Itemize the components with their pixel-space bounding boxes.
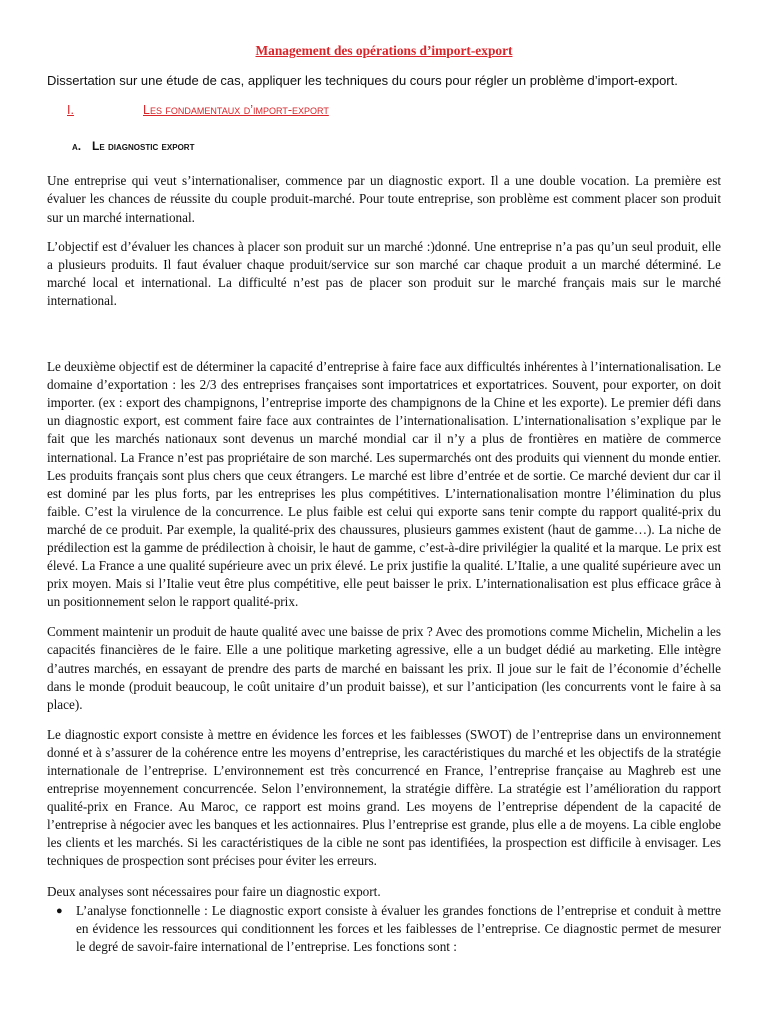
paragraph-3: Le deuxième objectif est de déterminer la capacité d’entreprise à faire face aux difficultés inhérentes à l’internationalisation. Le domaine d’exportation : les 2/3 des entreprises françaises sont importatrices et exportatrices. Souvent, pour exporter, on doit importer. (ex : export des champignons, l’entreprise importe des champignons de la Chine et les exporte). Le premier défi dans un diagnostic export, est comment faire face aux contraintes de l’internationalisation. L’internationalisation s’explique par le fait que les marchés nationaux sont devenus un marché mondial car il n’y a plus de frontières en matière de commerce international. La France n’est pas propriétaire de son marché. Les supermarchés ont des produits qui viennent du monde entier. Les produits français sont plus chers que ceux étrangers. Le marché est libre d’entrée et de sortie. Ce marché devient dur car il est dominé par les plus forts, par les entreprises les plus compétitives. L’internationalisation montre l’élimination du plus faible. C’est la virulence de la concurrence. Le plus faible est celui qui exporte sans tenir compte du rapport qualité-prix du marché de ce produit. Par exemple, la qualité-prix des chaussures, plusieurs gammes existent (haut de gamme…). La niche de prédilection est la gamme de prédilection à choisir, le haut de gamme, c’est-à-dire privilégier la qualité et la marque. Le prix est élevé. La France a une qualité supérieure avec un prix élevé. Le prix justifie la qualité. L’Italie, a une qualité supérieure avec un prix moyen. Mais si l’Italie veut être plus compétitive, elle peut baisser le prix. L’internationalisation est plus efficace grâce à un positionnement selon le rapport qualité-prix. — [47, 359, 721, 610]
document-title: Management des opérations d’import-export — [255, 43, 513, 58]
paragraph-1: Une entreprise qui veut s’internationaliser, commence par un diagnostic export. Il a une double vocation. La première est évaluer les chances de réussite du couple produit-marché. Pour toute entreprise, son problème est comment placer son produit sur un marché international. — [47, 173, 721, 225]
section-number: I. — [67, 103, 74, 118]
section-title: Les fondamentaux d’import-export — [143, 103, 329, 118]
bullet-icon: ● — [56, 904, 63, 917]
paragraph-2: L’objectif est d’évaluer les chances à placer son produit sur un marché :)donné. Une entreprise n’a pas qu’un seul produit, elle a plusieurs produits. Il faut évaluer chaque produit/service sur son marché car chaque produit a un marché déterminé. Le marché local et international. La difficulté n’est pas de placer son produit sur le marché français mais sur le marché international. — [47, 238, 721, 308]
paragraph-6: Deux analyses sont nécessaires pour faire un diagnostic export. — [47, 883, 381, 899]
section-heading-1 — [47, 101, 721, 119]
paragraph-4: Comment maintenir un produit de haute qualité avec une baisse de prix ? Avec des promotions comme Michelin, Michelin a les capacités financières de le faire. Elle a une politique marketing agressive, elle a un budget dédié au marketing. Elle intègre d’autres marchés, en essayant de prendre des parts de marché en baissant les prix. Il joue sur le fait de l’économie d’échelle dans le monde (produit beaucoup, le coût unitaire d’un produit baisse), et sur l’anticipation (les concurrents vont le faire à sa place). — [47, 624, 721, 712]
bullet-text: L’analyse fonctionnelle : Le diagnostic export consiste à évaluer les grandes fonctions de l’entreprise et conduit à mettre en évidence les ressources qui conditionnent les forces et les faiblesses de l’entreprise. Ce diagnostic permet de mesurer le degré de savoir-faire international de l’entreprise. Les fonctions sont : — [76, 902, 721, 954]
bullet-item — [47, 902, 721, 956]
paragraph-5: Le diagnostic export consiste à mettre en évidence les forces et les faiblesses (SWOT) de l’entreprise dans un environnement donné et à s’assurer de la cohérence entre les moyens d’entreprise, les caractéristiques du marché et les objectifs de la stratégie internationale de l’entreprise. L’environnement est très concurrencé en France, l’entreprise française au Maghreb est une entreprise moyennement concurrencée. Selon l’environnement, la stratégie diffère. La stratégie est l’amélioration du rapport qualité-prix en France. Au Maroc, ce rapport est moins grand. Les moyens de l’entreprise dépendent de la capacité de l’entreprise à négocier avec les banques et les actionnaires. Plus l’entreprise est grande, plus elle a de moyens. La cible englobe les clients et les marchés. Si les caractéristiques de la cible ne sont pas identifiées, la prospection est difficile à envisager. Les techniques de prospection sont précises pour éviter les erreurs. — [47, 726, 721, 869]
subsection-heading-a — [47, 137, 721, 155]
subsection-number: a. — [72, 139, 82, 154]
subsection-title: Le diagnostic export — [92, 139, 195, 154]
intro-line: Dissertation sur une étude de cas, appliquer les techniques du cours pour régler un problème d’import-export. — [47, 73, 678, 89]
